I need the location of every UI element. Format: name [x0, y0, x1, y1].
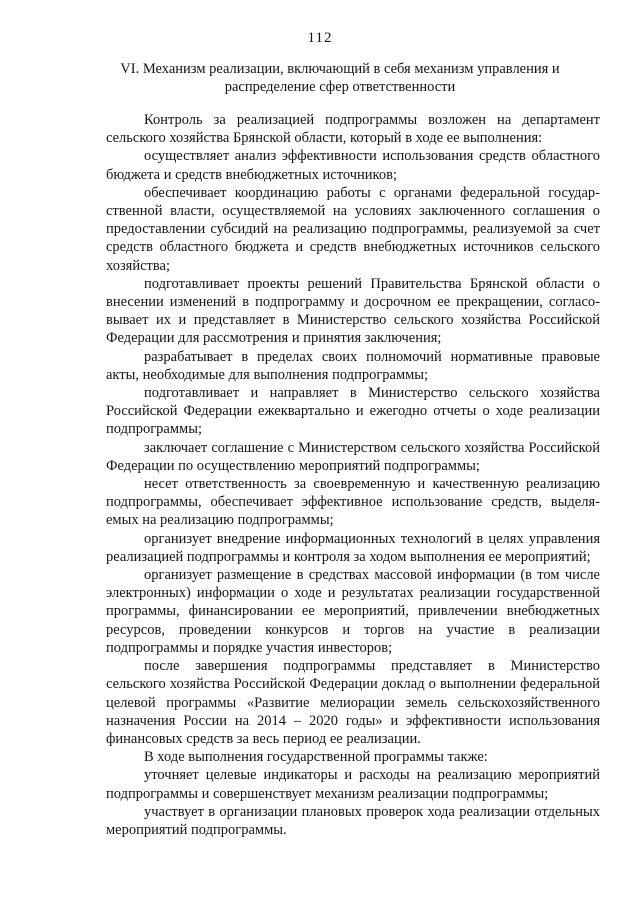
- paragraph: организует внедрение информационных технологий в целях управления реализацией подпрограммы и контроля за ходом выполнения ее мероприятий;: [106, 530, 600, 565]
- body-text: [106, 111, 600, 839]
- paragraph: организует размещение в средствах массовой информации (в том числе электронных) информации о ходе и результатах реализации государственной программы, финансировании ее мероприятий, привлечении внебюджетных ресурсов, проведении конкурсов и торгов на участие в реализации подпрограммы и порядке участия инвесторов;: [106, 567, 600, 656]
- section-heading: [100, 60, 580, 96]
- paragraph: участвует в организации плановых проверок хода реализации отдельных мероприятий подпрограммы.: [106, 803, 600, 838]
- paragraph: В ходе выполнения государственной программы также:: [144, 749, 488, 766]
- section-heading-line-1: VI. Механизм реализации, включающий в себя механизм управления и: [120, 61, 560, 77]
- paragraph: подготавливает и направляет в Министерство сельского хозяйства Российской Федерации ежеквартально и ежегодно отчеты о ходе реализации подпрограммы;: [106, 385, 600, 438]
- paragraph: Контроль за реализацией подпрограммы возложен на департамент сельского хозяйства Брянской области, который в ходе ее выполнения:: [106, 112, 600, 147]
- paragraph: разрабатывает в пределах своих полномочий нормативные правовые акты, необходимые для выполнения подпрограммы;: [106, 348, 600, 383]
- paragraph: осуществляет анализ эффективности использования средств областного бюджета и средств внебюджетных источников;: [106, 148, 600, 183]
- page-number: 112: [307, 30, 333, 46]
- section-heading-line-2: распределение сфер ответственности: [224, 79, 456, 95]
- paragraph: несет ответственность за своевременную и качественную реализацию подпрограммы, обеспечивает эффективное использование средств, выделяемых на реализацию подпрограммы;: [106, 476, 600, 529]
- paragraph: обеспечивает координацию работы с органами федеральной государственной власти, осуществляемой на условиях заключенного соглашения о предоставлении субсидий на реализацию подпрограммы, реализуемой за счет средств областного бюджета и средств внебюджетных источников сельского хозяйства;: [106, 184, 600, 274]
- paragraph: заключает соглашение с Министерством сельского хозяйства Российской Федерации по осуществлению мероприятий подпрограммы;: [106, 439, 600, 474]
- paragraph: после завершения подпрограммы представляет в Министерство сельского хозяйства Российской Федерации доклад о выполнении федеральной целевой программы «Развитие мелиорации земель сельскохозяйственного назначения России на 2014 – 2020 годы» и эффективности использования финансовых средств за весь период ее реализации.: [106, 658, 600, 747]
- paragraph: уточняет целевые индикаторы и расходы на реализацию мероприятий подпрограммы и совершенствует механизм реализации подпрограммы;: [106, 767, 600, 802]
- paragraph: подготавливает проекты решений Правительства Брянской области о внесении изменений в подпрограмму и досрочном ее прекращении, согласовывает их и представляет в Министерство сельского хозяйства Российской Федерации для рассмотрения и принятия заключения;: [106, 275, 600, 347]
